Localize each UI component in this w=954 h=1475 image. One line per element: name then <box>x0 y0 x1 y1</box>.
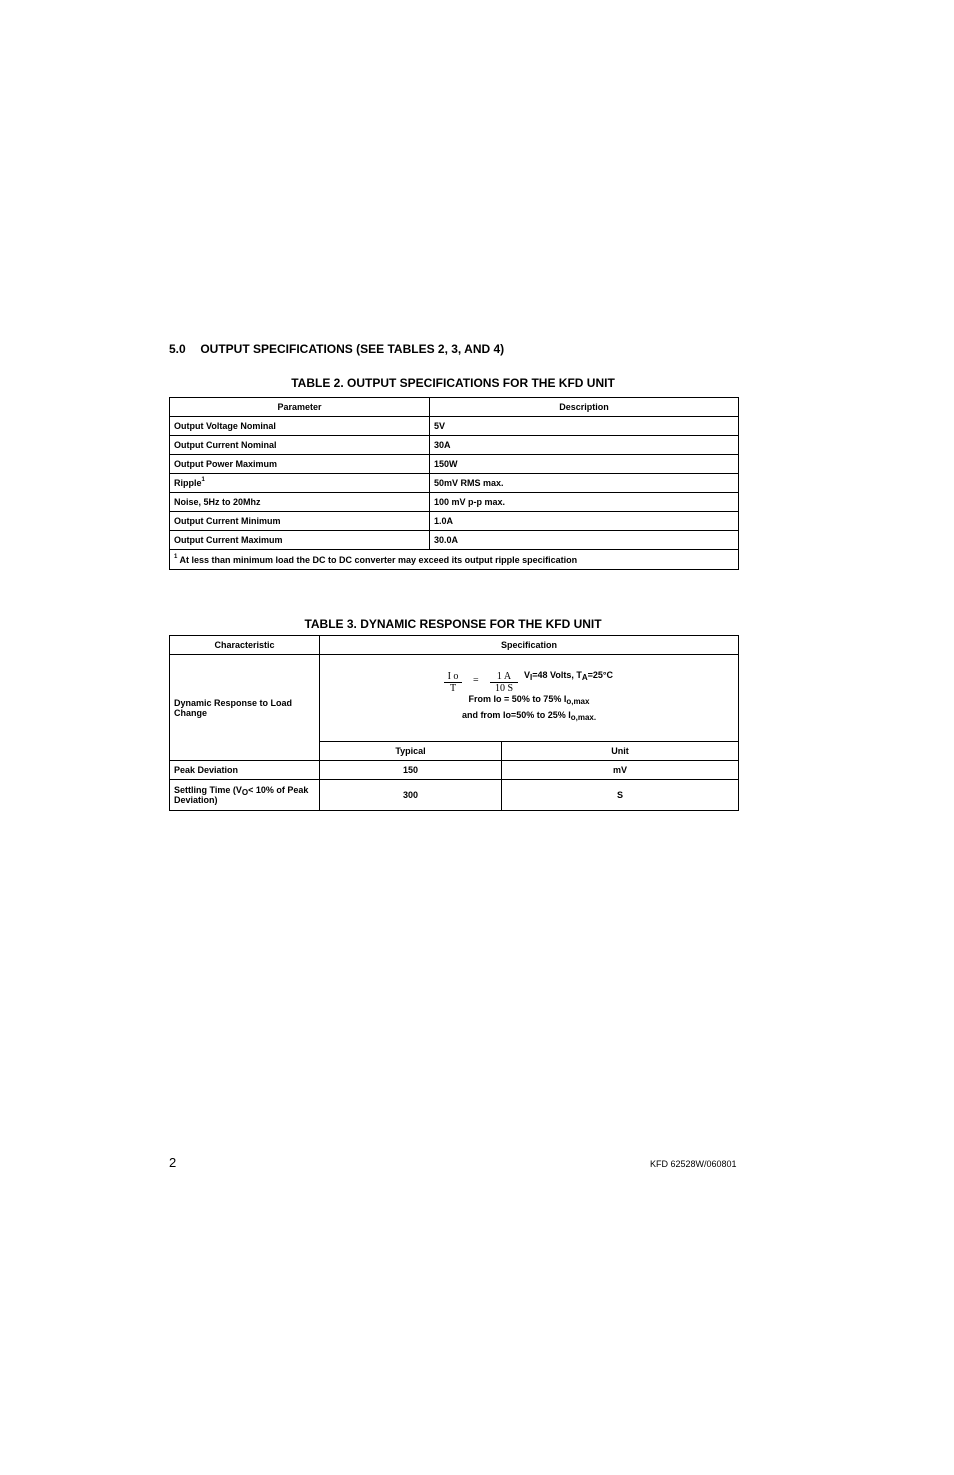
formula-cell <box>320 655 739 742</box>
output-specifications-table <box>169 397 739 570</box>
fraction-lhs <box>444 671 462 694</box>
load-step-down-sub: o,max. <box>570 713 597 722</box>
column-header-parameter: Parameter <box>170 398 430 417</box>
equals-sign: = <box>473 675 479 686</box>
section-number: 5.0 <box>169 342 186 356</box>
footnote-text: At less than minimum load the DC to DC converter may exceed its output ripple specification <box>179 554 578 565</box>
footnote-cell <box>170 550 739 570</box>
parameter-cell: Output Voltage Nominal <box>170 417 430 436</box>
table-row <box>170 493 739 512</box>
table-header-row <box>170 398 739 417</box>
characteristic-cell <box>170 780 320 811</box>
typical-cell: 300 <box>320 780 502 811</box>
description-cell: 5V <box>430 417 739 436</box>
table-row <box>170 655 739 742</box>
table-row <box>170 436 739 455</box>
unit-cell: mV <box>502 761 739 780</box>
settling-label-post: < 10% of Peak Deviation) <box>174 785 309 805</box>
fraction-numerator: 1 A <box>490 671 518 683</box>
table-row <box>170 455 739 474</box>
cond-end: =25°C <box>587 670 614 680</box>
description-cell: 30.0A <box>430 531 739 550</box>
parameter-cell: Output Current Maximum <box>170 531 430 550</box>
parameter-cell: Output Current Nominal <box>170 436 430 455</box>
load-step-down-text: and from Io=50% to 25% I <box>461 710 571 720</box>
footnote-marker: 1 <box>174 553 178 560</box>
fraction-denominator: 10 S <box>494 683 514 694</box>
typical-cell: 150 <box>320 761 502 780</box>
load-step-down <box>324 710 734 720</box>
characteristic-cell: Peak Deviation <box>170 761 320 780</box>
fraction-rhs <box>490 671 518 694</box>
column-header-specification: Specification <box>320 636 739 655</box>
cond-t-sub: A <box>581 673 588 682</box>
formula <box>324 658 734 738</box>
table-row <box>170 531 739 550</box>
table2-title: TABLE 2. OUTPUT SPECIFICATIONS FOR THE KFD UNIT <box>291 376 615 390</box>
document-id: KFD 62528W/060801 <box>650 1159 737 1169</box>
column-header-typical: Typical <box>320 742 502 761</box>
description-cell: 30A <box>430 436 739 455</box>
column-header-description: Description <box>430 398 739 417</box>
table3-title: TABLE 3. DYNAMIC RESPONSE FOR THE KFD UNIT <box>304 617 602 631</box>
fraction-numerator: I o <box>444 671 462 683</box>
table-row <box>170 761 739 780</box>
settling-label-pre: Settling Time (V <box>174 785 242 795</box>
cond-v-sub: I <box>530 673 533 682</box>
page-number: 2 <box>169 1155 177 1170</box>
table-header-row <box>170 636 739 655</box>
parameter-cell: Output Power Maximum <box>170 455 430 474</box>
load-step-up <box>324 694 734 704</box>
column-header-unit: Unit <box>502 742 739 761</box>
settling-label-sub: O <box>241 788 249 797</box>
load-step-up-sub: o,max <box>566 697 590 706</box>
parameter-cell: Output Current Minimum <box>170 512 430 531</box>
parameter-label: Ripple <box>174 478 202 488</box>
description-cell: 50mV RMS max. <box>430 474 739 493</box>
load-step-up-text: From Io = 50% to 75% I <box>468 694 567 704</box>
description-cell: 150W <box>430 455 739 474</box>
parameter-cell: Noise, 5Hz to 20Mhz <box>170 493 430 512</box>
dynamic-response-table <box>169 635 739 811</box>
parameter-cell <box>170 474 430 493</box>
table-row <box>170 474 739 493</box>
description-cell: 100 mV p-p max. <box>430 493 739 512</box>
dynamic-response-label: Dynamic Response to Load Change <box>170 655 320 761</box>
section-title: OUTPUT SPECIFICATIONS (SEE TABLES 2, 3, AND 4) <box>200 342 505 356</box>
unit-cell: S <box>502 780 739 811</box>
cond-mid: =48 Volts, T <box>532 670 582 680</box>
test-conditions <box>524 670 613 680</box>
table-row <box>170 417 739 436</box>
footnote-row <box>170 550 739 570</box>
fraction-denominator: T <box>449 683 457 694</box>
cond-v: V <box>524 670 531 680</box>
description-cell: 1.0A <box>430 512 739 531</box>
section-heading <box>169 342 504 356</box>
table-row <box>170 780 739 811</box>
footnote-marker: 1 <box>201 477 205 483</box>
table-row <box>170 512 739 531</box>
column-header-characteristic: Characteristic <box>170 636 320 655</box>
